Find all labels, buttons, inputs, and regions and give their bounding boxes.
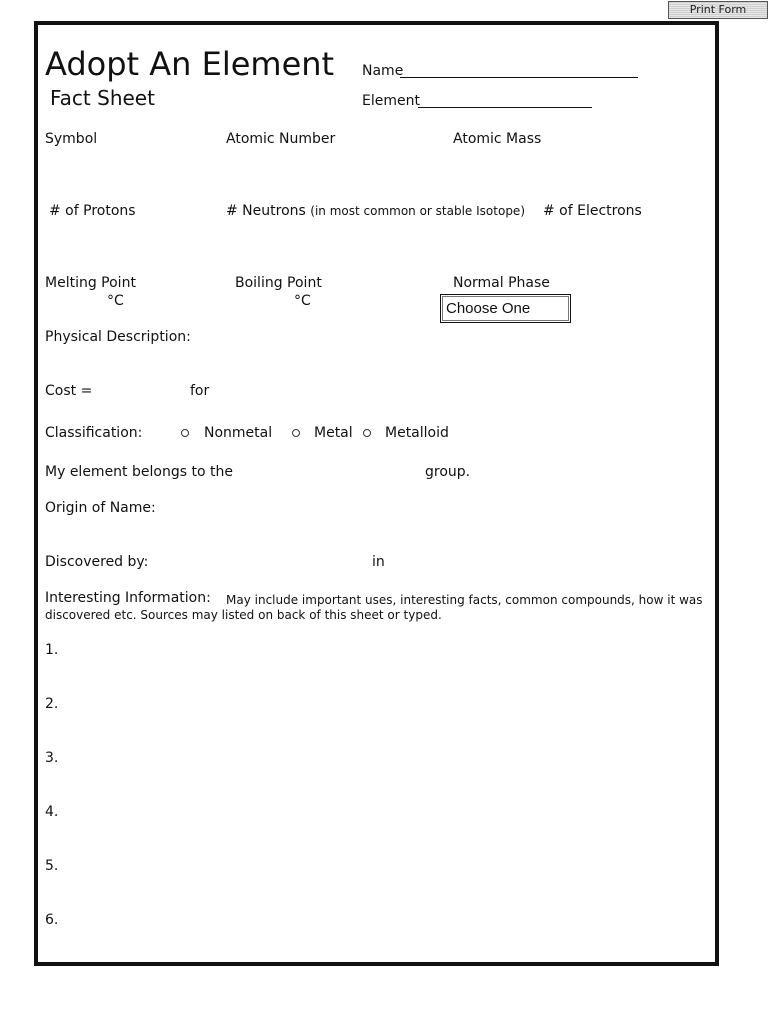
discovered-in-label: in <box>372 554 385 570</box>
group-prefix-label: My element belongs to the <box>45 464 233 480</box>
interesting-note-line1: May include important uses, interesting facts, common compounds, how it was <box>226 593 703 607</box>
page-subtitle: Fact Sheet <box>50 86 155 110</box>
item-number-6: 6. <box>45 912 59 928</box>
boiling-point-unit: °C <box>294 293 311 309</box>
normal-phase-label: Normal Phase <box>453 275 550 291</box>
cost-label: Cost = <box>45 383 93 399</box>
classification-label: Classification: <box>45 425 143 441</box>
nonmetal-radio[interactable] <box>181 429 189 437</box>
name-field[interactable] <box>400 61 638 78</box>
item-number-4: 4. <box>45 804 59 820</box>
normal-phase-select[interactable]: Choose One <box>440 294 571 323</box>
item-number-1: 1. <box>45 642 59 658</box>
print-form-button[interactable]: Print Form <box>668 1 768 19</box>
page-title: Adopt An Element <box>45 45 335 83</box>
group-suffix-label: group. <box>425 464 471 480</box>
element-field[interactable] <box>418 91 592 108</box>
boiling-point-label: Boiling Point <box>235 275 322 291</box>
item-number-2: 2. <box>45 696 59 712</box>
cost-for-label: for <box>190 383 210 399</box>
item-number-5: 5. <box>45 858 59 874</box>
item-number-3: 3. <box>45 750 59 766</box>
nonmetal-option-label: Nonmetal <box>204 425 273 441</box>
melting-point-unit: °C <box>107 293 124 309</box>
atomic-number-label: Atomic Number <box>226 131 336 147</box>
element-label: Element <box>362 93 420 109</box>
form-frame <box>34 21 719 966</box>
metal-radio[interactable] <box>292 429 300 437</box>
interesting-information-label: Interesting Information: <box>45 590 211 606</box>
melting-point-label: Melting Point <box>45 275 136 291</box>
neutrons-note: (in most common or stable Isotope) <box>310 204 525 218</box>
protons-label: # of Protons <box>49 203 136 219</box>
symbol-label: Symbol <box>45 131 98 147</box>
neutrons-label-text: # Neutrons <box>226 203 306 219</box>
name-label: Name <box>362 63 404 79</box>
metal-option-label: Metal <box>314 425 353 441</box>
metalloid-radio[interactable] <box>363 429 371 437</box>
physical-description-label: Physical Description: <box>45 329 191 345</box>
origin-of-name-label: Origin of Name: <box>45 500 156 516</box>
discovered-by-label: Discovered by: <box>45 554 149 570</box>
electrons-label: # of Electrons <box>543 203 642 219</box>
atomic-mass-label: Atomic Mass <box>453 131 542 147</box>
metalloid-option-label: Metalloid <box>385 425 449 441</box>
neutrons-label <box>226 203 525 219</box>
interesting-note-line2: discovered etc. Sources may listed on back of this sheet or typed. <box>45 608 442 622</box>
